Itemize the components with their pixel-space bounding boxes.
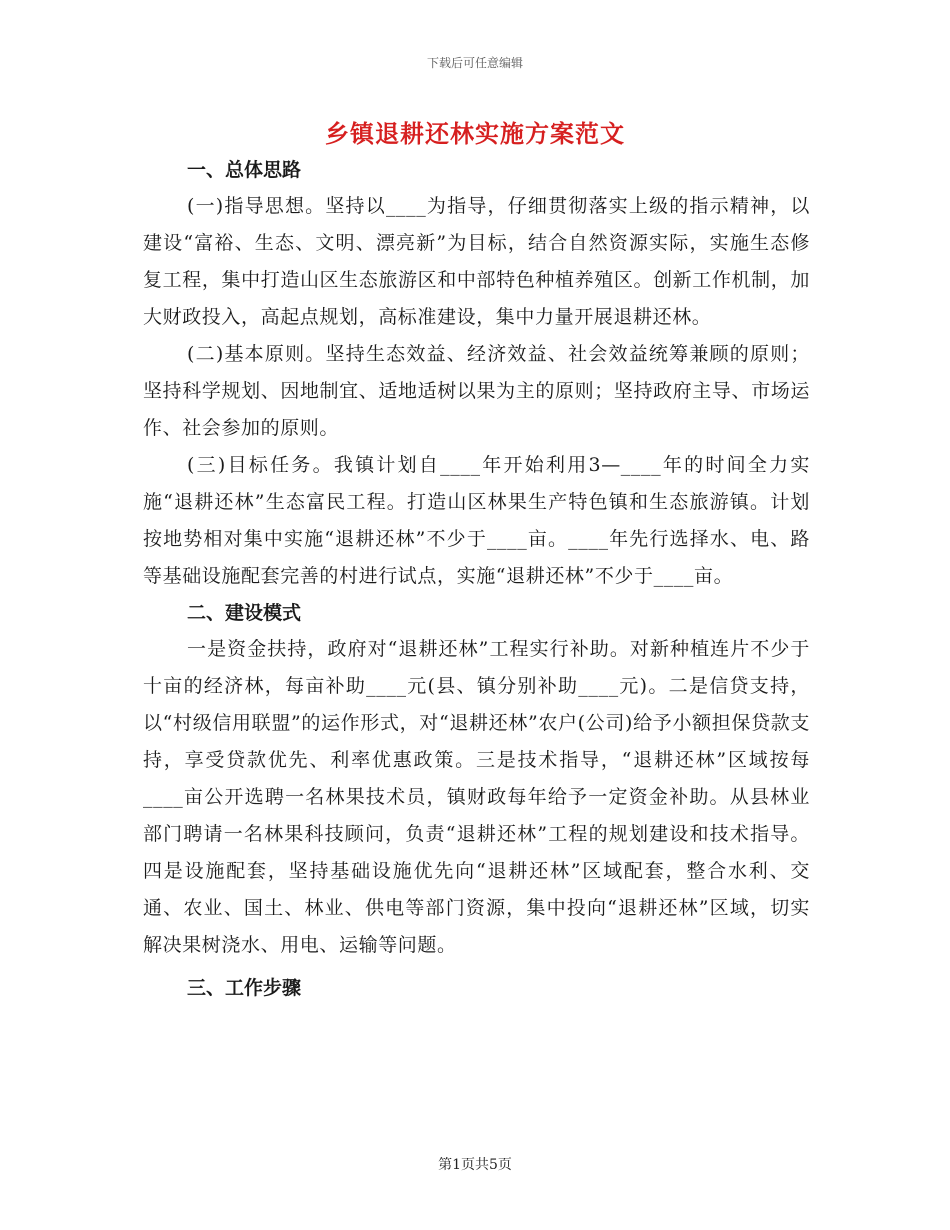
paragraph-basic-principles: (二)基本原则。坚持生态效益、经济效益、社会效益统筹兼顾的原则；坚持科学规划、因地制宜、适地适树以果为主的原则；坚持政府主导、市场运作、社会参加的原则。 [143,343,810,439]
page-number: 第1页共5页 [438,1157,512,1173]
paragraph-construction-mode: 一是资金扶持，政府对“退耕还林”工程实行补助。对新种植连片不少于十亩的经济林，每亩补助____元(县、镇分别补助____元)。二是信贷支持，以“村级信用联盟”的运作形式，对“退耕还林”农户(公司)给予小额担保贷款支持，享受贷款优先、利率优惠政策。三是技术指导，“退耕还林”区域按每____亩公开选聘一名林果技术员，镇财政每年给予一定资金补助。从县林业部门聘请一名林果科技顾问，负责“退耕还林”工程的规划建设和技术指导。四是设施配套，坚持基础设施优先向“退耕还林”区域配套，整合水利、交通、农业、国土、林业、供电等部门资源，集中投向“退耕还林”区域，切实解决果树浇水、用电、运输等问题。 [143,638,810,956]
paragraph-target-tasks: (三)目标任务。我镇计划自____年开始利用3—____年的时间全力实施“退耕还林”生态富民工程。打造山区林果生产特色镇和生态旅游镇。计划按地势相对集中实施“退耕还林”不少于____亩。____年先行选择水、电、路等基础设施配套完善的村进行试点，实施“退耕还林”不少于____亩。 [143,454,810,587]
document-title: 乡镇退耕还林实施方案范文 [325,119,625,148]
paragraph-guiding-thought: (一)指导思想。坚持以____为指导，仔细贯彻落实上级的指示精神，以建设“富裕、生态、文明、漂亮新”为目标，结合自然资源实际，实施生态修复工程，集中打造山区生态旅游区和中部特色种植养殖区。创新工作机制，加大财政投入，高起点规划，高标准建设，集中力量开展退耕还林。 [143,195,810,328]
section-heading-1: 一、总体思路 [187,159,302,181]
document-body [143,152,810,1006]
section-heading-3: 三、工作步骤 [187,977,302,999]
section-heading-2: 二、建设模式 [187,602,302,624]
header-note: 下载后可任意编辑 [426,56,523,70]
